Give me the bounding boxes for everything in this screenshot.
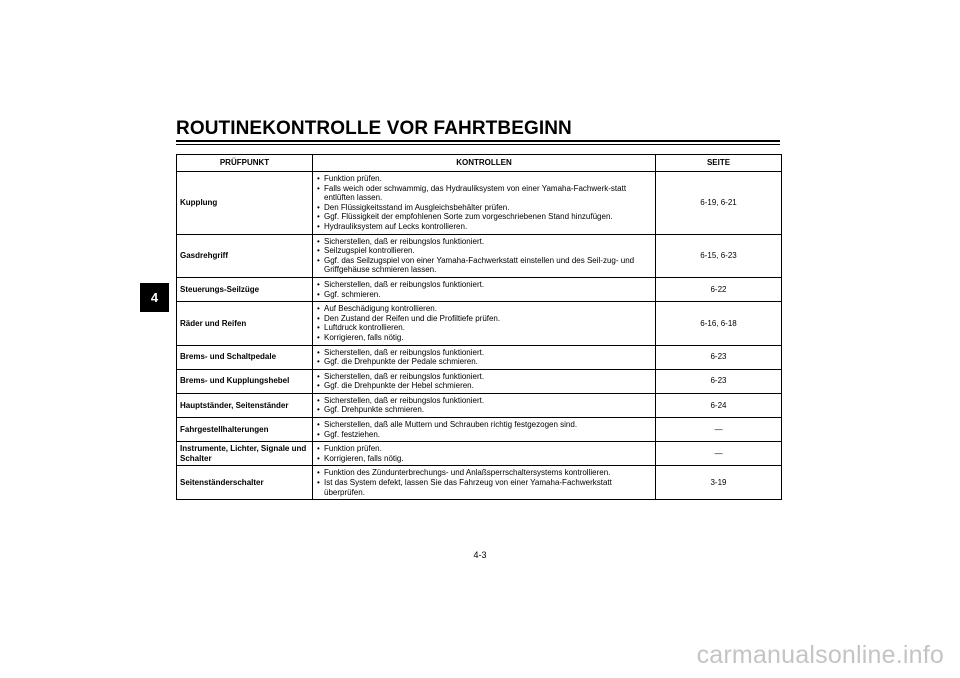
table-header	[177, 155, 782, 172]
page-reference: 6-15, 6-23	[656, 234, 782, 277]
procedure-item: • Sicherstellen, daß er reibungslos funktioniert.	[316, 396, 652, 406]
procedure-item: • Korrigieren, falls nötig.	[316, 333, 652, 343]
procedure-item: • Hydrauliksystem auf Lecks kontrollieren.	[316, 222, 652, 232]
check-procedures	[313, 393, 656, 417]
table-row	[177, 418, 782, 442]
table-row	[177, 234, 782, 277]
procedure-item: • Seilzugspiel kontrollieren.	[316, 246, 652, 256]
header-seite: SEITE	[656, 155, 782, 172]
page-title: ROUTINEKONTROLLE VOR FAHRTBEGINN	[176, 118, 572, 139]
procedure-list	[316, 237, 652, 275]
check-item: Steuerungs-Seilzüge	[177, 277, 313, 301]
watermark: carmanualsonline.info	[696, 641, 944, 669]
check-procedures	[313, 345, 656, 369]
check-item: Instrumente, Lichter, Signale und Schalter	[177, 442, 313, 466]
procedure-item: • Ggf. Flüssigkeit der empfohlenen Sorte zum vorgeschriebenen Stand hinzufügen.	[316, 212, 652, 222]
check-procedures	[313, 172, 656, 235]
procedure-item: • Ggf. die Drehpunkte der Pedale schmieren.	[316, 357, 652, 367]
page-reference: 6-22	[656, 277, 782, 301]
table-row	[177, 466, 782, 500]
header-kontrollen: KONTROLLEN	[313, 155, 656, 172]
page-reference: 6-19, 6-21	[656, 172, 782, 235]
table-row	[177, 369, 782, 393]
page-reference: 6-16, 6-18	[656, 302, 782, 345]
page-reference: 3-19	[656, 466, 782, 500]
check-item: Kupplung	[177, 172, 313, 235]
procedure-list	[316, 280, 652, 299]
page-reference: —	[656, 442, 782, 466]
procedure-item: • Funktion des Zündunterbrechungs- und Anlaßsperrschaltersystems kontrollieren.	[316, 468, 652, 478]
procedure-item: • Den Flüssigkeitsstand im Ausgleichsbehälter prüfen.	[316, 203, 652, 213]
procedure-list	[316, 174, 652, 232]
check-procedures	[313, 466, 656, 500]
procedure-item: • Ggf. festziehen.	[316, 430, 652, 440]
procedure-list	[316, 304, 652, 342]
table-row	[177, 277, 782, 301]
check-procedures	[313, 369, 656, 393]
procedure-list	[316, 372, 652, 391]
header-row	[177, 155, 782, 172]
check-procedures	[313, 442, 656, 466]
procedure-item: • Den Zustand der Reifen und die Profiltiefe prüfen.	[316, 314, 652, 324]
table-row	[177, 393, 782, 417]
page-reference: —	[656, 418, 782, 442]
procedure-list	[316, 348, 652, 367]
page-reference: 6-24	[656, 393, 782, 417]
procedure-list	[316, 468, 652, 497]
procedure-item: • Funktion prüfen.	[316, 444, 652, 454]
procedure-item: • Ist das System defekt, lassen Sie das Fahrzeug von einer Yamaha-Fachwerkstatt überprüfen.	[316, 478, 652, 497]
table-row	[177, 345, 782, 369]
procedure-list	[316, 396, 652, 415]
procedure-item: • Funktion prüfen.	[316, 174, 652, 184]
inspection-table	[176, 154, 782, 500]
table-row	[177, 172, 782, 235]
procedure-item: • Korrigieren, falls nötig.	[316, 454, 652, 464]
title-rule	[176, 140, 780, 142]
procedure-list	[316, 420, 652, 439]
procedure-item: • Luftdruck kontrollieren.	[316, 323, 652, 333]
procedure-list	[316, 444, 652, 463]
procedure-item: • Sicherstellen, daß er reibungslos funktioniert.	[316, 280, 652, 290]
procedure-item: • Sicherstellen, daß er reibungslos funktioniert.	[316, 237, 652, 247]
procedure-item: • Sicherstellen, daß alle Muttern und Schrauben richtig festgezogen sind.	[316, 420, 652, 430]
check-item: Fahrgestellhalterungen	[177, 418, 313, 442]
procedure-item: • Ggf. Drehpunkte schmieren.	[316, 405, 652, 415]
check-item: Brems- und Kupplungshebel	[177, 369, 313, 393]
procedure-item: • Auf Beschädigung kontrollieren.	[316, 304, 652, 314]
check-procedures	[313, 277, 656, 301]
check-procedures	[313, 302, 656, 345]
check-procedures	[313, 418, 656, 442]
table-row	[177, 302, 782, 345]
procedure-item: • Ggf. das Seilzugspiel von einer Yamaha-Fachwerkstatt einstellen und des Seil-zug- und Griffgehäuse schmieren lassen.	[316, 256, 652, 275]
check-item: Gasdrehgriff	[177, 234, 313, 277]
table-row	[177, 442, 782, 466]
header-pruefpunkt: PRÜFPUNKT	[177, 155, 313, 172]
chapter-tab: 4	[140, 283, 169, 312]
procedure-item: • Ggf. schmieren.	[316, 290, 652, 300]
check-item: Seitenständerschalter	[177, 466, 313, 500]
check-procedures	[313, 234, 656, 277]
page-number: 4-3	[473, 550, 487, 560]
procedure-item: • Falls weich oder schwammig, das Hydrauliksystem von einer Yamaha-Fachwerk-statt entlüften lassen.	[316, 184, 652, 203]
page-reference: 6-23	[656, 369, 782, 393]
procedure-item: • Ggf. die Drehpunkte der Hebel schmieren.	[316, 381, 652, 391]
check-item: Räder und Reifen	[177, 302, 313, 345]
check-item: Brems- und Schaltpedale	[177, 345, 313, 369]
table-body	[177, 172, 782, 500]
check-item: Hauptständer, Seitenständer	[177, 393, 313, 417]
title-rule-thin	[176, 144, 780, 145]
procedure-item: • Sicherstellen, daß er reibungslos funktioniert.	[316, 348, 652, 358]
page-reference: 6-23	[656, 345, 782, 369]
procedure-item: • Sicherstellen, daß er reibungslos funktioniert.	[316, 372, 652, 382]
